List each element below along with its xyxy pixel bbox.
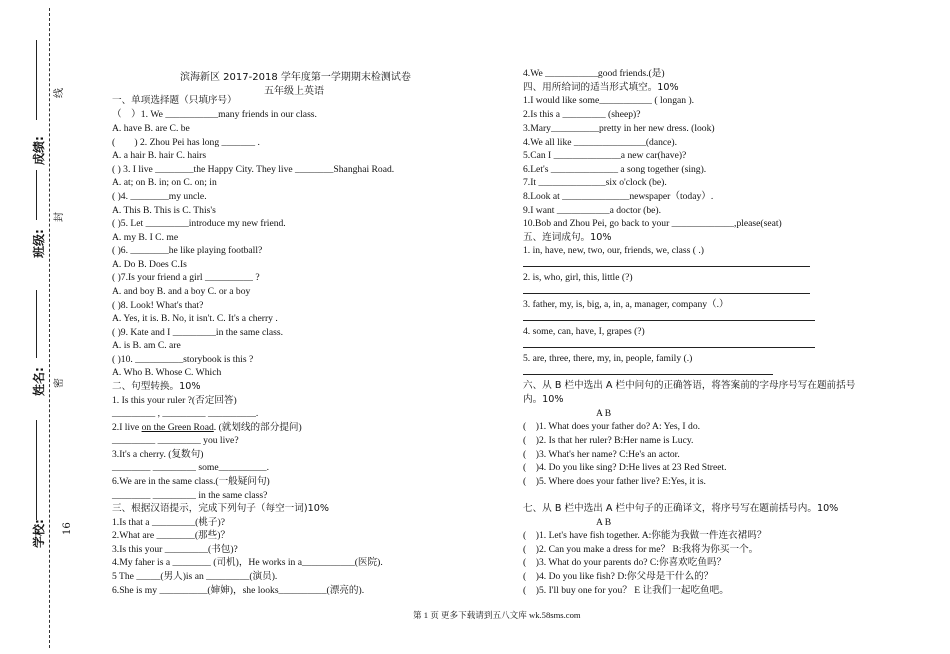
q4-8: 8.Look at ______________newspaper（today）.: [523, 191, 714, 202]
q1-9: ( )9. Kate and I _________in the same class.: [112, 327, 284, 338]
section-2-heading: 二、句型转换。10%: [112, 381, 201, 392]
q2-2: [112, 422, 302, 434]
q4-7: 7.It ______________six o'clock (be).: [523, 177, 667, 188]
section-7-columns: A B: [596, 517, 612, 528]
school-blank: [36, 420, 37, 520]
q6-5: ( )5. Where does your father live? E:Yes, it is.: [523, 476, 706, 487]
q6-3: ( )3. What's her name? C:He's an actor.: [523, 449, 680, 460]
q2-2-suffix: . (就划线的部分提问): [213, 422, 302, 433]
section-5-heading: 五、连词成句。10%: [523, 232, 612, 243]
exam-title: 滨海新区 2017-2018 学年度第一学期期末检测试卷: [180, 72, 411, 83]
q2-6-blanks: ________ _________ in the same class?: [112, 490, 268, 501]
q3-4: 4.My faher is a ________ (司机)，He works in a___________(医院).: [112, 557, 383, 568]
q2-3: 3.It's a cherry. (复数句): [112, 449, 204, 460]
q4-5: 5.Can I ______________a new car(have)?: [523, 150, 687, 161]
q5-5-answer-line: [523, 374, 773, 375]
q1-5-options: A. my B. I C. me: [112, 232, 179, 243]
q1-8: ( )8. Look! What's that?: [112, 300, 204, 311]
q5-2: 2. is, who, girl, this, little (?): [523, 272, 633, 283]
q7-2: ( )2. Can you make a dress for me？ B:我将为你买一个。: [523, 544, 759, 555]
q1-5: ( )5. Let _________introduce my new friend.: [112, 218, 286, 229]
binding-dashed-line: [49, 8, 50, 648]
q7-1: ( )1. Let's have fish together. A:你能为我做一件连衣裙吗？: [523, 530, 767, 541]
q2-1: 1. Is this your ruler ?(否定回答): [112, 395, 237, 406]
seal-mi: 密: [54, 378, 65, 388]
section-6-heading: 六、从 B 栏中选出 A 栏中问句的正确答语，将答案前的字母序号写在题前括号: [523, 380, 856, 391]
q1-7-options: A. and boy B. and a boy C. or a boy: [112, 286, 251, 297]
q1-2-options: A. a hair B. hair C. hairs: [112, 150, 207, 161]
q1-1-options: A. have B. are C. be: [112, 123, 190, 134]
q4-2: 2.Is this a _________ (sheep)?: [523, 109, 641, 120]
score-label: 成绩:: [32, 136, 46, 165]
q7-3: ( )3. What do your parents do? C:你喜欢吃鱼吗？: [523, 557, 727, 568]
q1-3: ( ) 3. I live ________the Happy City. They live ________Shanghai Road.: [112, 164, 395, 175]
q4-3: 3.Mary__________pretty in her new dress. (look): [523, 123, 715, 134]
q5-1: 1. in, have, new, two, our, friends, we, class ( .): [523, 245, 704, 256]
q1-6-options: A. Do B. Does C.Is: [112, 259, 187, 270]
name-label: 姓名:: [32, 367, 46, 396]
seal-xian: 线: [54, 88, 65, 98]
q1-4: ( )4. ________my uncle.: [112, 191, 207, 202]
q2-2-underlined: on the Green Road: [141, 422, 214, 433]
q1-7: ( )7.Is your friend a girl __________ ?: [112, 272, 260, 283]
q5-4: 4. some, can, have, I, grapes (?): [523, 326, 645, 337]
q1-8-options: A. Yes, it is. B. No, it isn't. C. It's a cherry .: [112, 313, 278, 324]
q4-9: 9.I want ___________a doctor (be).: [523, 205, 662, 216]
seal-feng: 封: [54, 212, 65, 222]
q4-4: 4.We all like _______________(dance).: [523, 137, 678, 148]
q5-3: 3. father, my, is, big, a, in, a, manager, company（.）: [523, 299, 729, 310]
q3-6: 6.She is my __________(婶婶)，she looks__________(漂亮的).: [112, 585, 365, 596]
q5-3-answer-line: [523, 320, 815, 321]
section-3-heading: 三、根据汉语提示，完成下列句子（每空一词)10%: [112, 503, 329, 514]
q3-2: 2.What are ________(那些)？: [112, 530, 231, 541]
page-footer: 第 1 页 更多下载请到五八文库 wk.58sms.com: [413, 610, 581, 620]
q1-2: ( ) 2. Zhou Pei has long _______ .: [112, 137, 260, 148]
class-blank: [36, 170, 37, 220]
q6-1: ( )1. What does your father do? A: Yes, I do.: [523, 421, 701, 432]
exam-subtitle: 五年级上英语: [264, 86, 324, 97]
page-number-side: 16: [62, 522, 73, 535]
q5-4-answer-line: [523, 347, 815, 348]
q3-4-we: 4.We ___________good friends.(是): [523, 68, 665, 79]
q1-6: ( )6. ________he like playing football?: [112, 245, 263, 256]
q1-4-options: A. This B. This is C. This's: [112, 205, 216, 216]
section-4-heading: 四、用所给词的适当形式填空。10%: [523, 82, 679, 93]
q1-9-options: A. is B. am C. are: [112, 340, 181, 351]
score-blank: [36, 40, 37, 120]
q1-10-options: A. Who B. Whose C. Which: [112, 367, 222, 378]
q7-4: ( )4. Do you like fish? D:你父母是干什么的？: [523, 571, 714, 582]
section-7-heading: 七、从 B 栏中选出 A 栏中句子的正确译文，将序号写在题前括号内。10%: [523, 503, 839, 514]
class-label: 班级:: [32, 229, 46, 258]
q4-10: 10.Bob and Zhou Pei, go back to your _____________,please(seat): [523, 218, 782, 229]
q1-3-options: A. at; on B. in; on C. on; in: [112, 177, 217, 188]
q5-2-answer-line: [523, 293, 810, 294]
q2-1-blanks: _________ , _________ __________.: [112, 408, 259, 419]
q2-2-prefix: 2.I live: [112, 422, 142, 433]
q1-1: （ ）1. We ___________many friends in our class.: [112, 109, 317, 120]
name-blank: [36, 290, 37, 358]
q2-2-blanks: _________ _________ you live?: [112, 435, 239, 446]
section-6-columns: A B: [596, 408, 612, 419]
q6-4: ( )4. Do you like sing? D:He lives at 23 Red Street.: [523, 462, 727, 473]
section-1-heading: 一、单项选择题（只填序号）: [112, 95, 237, 106]
q3-5: 5 The _____(男人)is an _________(演员).: [112, 571, 278, 582]
q7-5: ( )5. I'll buy one for you？ E 让我们一起吃鱼吧。: [523, 585, 729, 596]
q6-2: ( )2. Is that her ruler? B:Her name is Lucy.: [523, 435, 694, 446]
q3-1: 1.Is that a _________(桃子)?: [112, 517, 225, 528]
section-6-heading-cont: 内。10%: [523, 394, 564, 405]
q3-3: 3.Is this your _________(书包)?: [112, 544, 238, 555]
q4-6: 6.Let's ______________ a song together (sing).: [523, 164, 707, 175]
q2-3-blanks: ________ _________ some__________.: [112, 462, 269, 473]
q5-5: 5. are, three, there, my, in, people, family (.): [523, 353, 693, 364]
school-label: 学校:: [32, 519, 46, 548]
q5-1-answer-line: [523, 266, 810, 267]
q4-1: 1.I would like some___________ ( longan ).: [523, 95, 695, 106]
q2-6: 6.We are in the same class.(一般疑问句): [112, 476, 270, 487]
q1-10: ( )10. __________storybook is this ?: [112, 354, 254, 365]
